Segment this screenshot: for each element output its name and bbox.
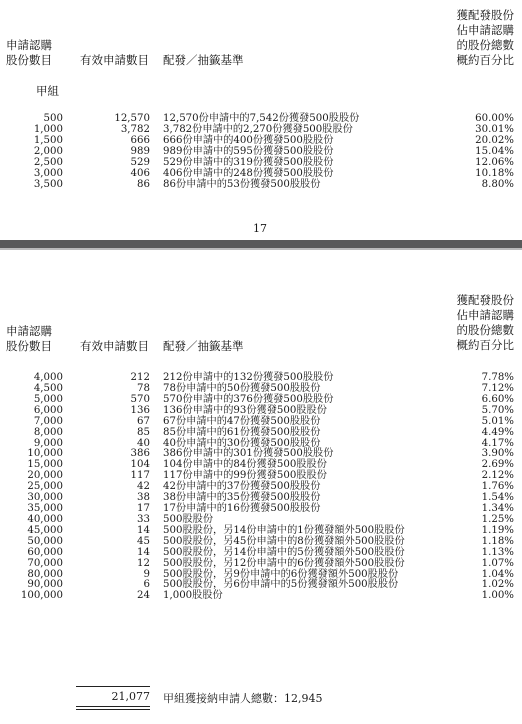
applications-cell: 117 (130, 470, 150, 482)
applications-cell: 42 (137, 481, 150, 493)
basis-cell: 104份申請中的84份獲發500股股份 (163, 459, 327, 471)
shares-cell: 15,000 (27, 459, 63, 471)
applications-cell: 17 (137, 503, 150, 515)
header-percentage-line2: 佔申請認購 (456, 23, 514, 37)
applications-cell: 45 (137, 535, 150, 547)
applications-cell: 212 (130, 372, 150, 383)
applications-cell: 529 (130, 157, 150, 168)
header-percentage-2-line2: 佔申請認購 (456, 308, 514, 322)
basis-cell: 212份申請中的132份獲發500股股份 (163, 372, 334, 383)
header-valid-applications: 有效申請數目 (80, 53, 149, 67)
basis-cell: 500股股份，另14份申請中的5份獲發額外500股股份 (163, 546, 405, 558)
shares-cell: 10,000 (27, 448, 63, 460)
header-shares-applied-2-line1: 申請認購 (6, 324, 52, 338)
percentage-cell: 7.78% (481, 372, 514, 383)
shares-cell: 2,500 (33, 157, 63, 168)
header-percentage-2-line4: 概約百分比 (456, 338, 514, 352)
shares-cell: 90,000 (27, 579, 63, 591)
percentage-cell: 5.70% (481, 404, 514, 416)
header-percentage-2 (457, 293, 515, 353)
shares-cell: 8,000 (33, 426, 63, 438)
applications-cell: 12 (137, 557, 150, 569)
table-row (0, 591, 522, 602)
basis-cell: 38份申請中的35份獲發500股股份 (163, 492, 321, 504)
applications-cell: 12,570 (114, 113, 150, 124)
total-applications: 21,077 (111, 690, 150, 703)
shares-cell: 40,000 (27, 513, 63, 525)
page-number: 17 (253, 222, 267, 235)
percentage-cell: 1.19% (481, 524, 514, 536)
table-row (0, 428, 522, 439)
basis-cell: 500股股份，另9份申請中的6份獲發額外500股股份 (163, 568, 399, 580)
percentage-cell: 5.01% (481, 415, 514, 427)
basis-cell: 666份申請中的400份獲發500股股份 (163, 135, 334, 146)
percentage-cell: 1.34% (481, 503, 514, 515)
percentage-cell: 60.00% (475, 113, 514, 124)
header-percentage-2-line1: 獲配發股份 (456, 293, 514, 307)
header-valid-applications-2: 有效申請數目 (80, 339, 149, 353)
applications-cell: 78 (137, 382, 150, 394)
shares-cell: 100,000 (20, 590, 63, 602)
shares-cell: 35,000 (27, 503, 63, 515)
basis-cell: 500股股份，另12份申請中的6份獲發額外500股股份 (163, 557, 405, 569)
applications-cell: 67 (137, 415, 150, 427)
shares-cell: 30,000 (27, 492, 63, 504)
percentage-cell: 1.02% (481, 579, 514, 591)
shares-cell: 1,500 (33, 135, 63, 146)
basis-cell: 40份申請中的30份獲發500股股份 (163, 437, 321, 449)
header-percentage-line4: 概約百分比 (456, 53, 514, 67)
percentage-cell: 1.07% (481, 557, 514, 569)
table-row (0, 580, 522, 591)
applications-cell: 14 (137, 546, 150, 558)
applications-cell: 989 (130, 146, 150, 157)
percentage-cell: 4.49% (481, 426, 514, 438)
shares-cell: 25,000 (27, 481, 63, 493)
basis-cell: 500股股份，另45份申請中的8份獲發額外500股股份 (163, 535, 405, 547)
applications-cell: 33 (137, 513, 150, 525)
shares-cell: 45,000 (27, 524, 63, 536)
header-shares-applied (6, 38, 52, 68)
basis-cell: 42份申請中的37份獲發500股股份 (163, 481, 321, 493)
shares-cell: 4,500 (33, 382, 63, 394)
percentage-cell: 2.12% (481, 470, 514, 482)
header-shares-applied-2-line2: 股份數目 (6, 339, 52, 353)
total-rule-bottom-2 (76, 709, 150, 710)
shares-cell: 3,000 (33, 168, 63, 179)
page-divider (0, 240, 522, 248)
total-rule-bottom-1 (76, 706, 150, 707)
basis-cell: 17份申請中的16份獲發500股股份 (163, 503, 321, 515)
percentage-cell: 8.80% (481, 179, 514, 190)
group-label: 甲組 (36, 84, 59, 98)
percentage-cell: 1.18% (481, 535, 514, 547)
shares-cell: 20,000 (27, 470, 63, 482)
header-percentage-line1: 獲配發股份 (456, 8, 514, 22)
basis-cell: 78份申請中的50份獲發500股股份 (163, 382, 321, 394)
header-allotment-basis: 配發／抽籤基準 (163, 53, 244, 67)
applications-cell: 136 (130, 404, 150, 416)
shares-cell: 1,000 (33, 124, 63, 135)
shares-cell: 2,000 (33, 146, 63, 157)
applications-cell: 86 (137, 179, 150, 190)
applications-cell: 85 (137, 426, 150, 438)
applications-cell: 3,782 (120, 124, 150, 135)
shares-cell: 6,000 (33, 404, 63, 416)
total-label: 甲組獲接納申請人總數：12,945 (163, 692, 323, 705)
percentage-cell: 10.18% (475, 168, 514, 179)
percentage-cell: 15.04% (475, 146, 514, 157)
applications-cell: 570 (130, 393, 150, 405)
applications-cell: 104 (130, 459, 150, 471)
table-row (0, 548, 522, 559)
basis-cell: 12,570份申請中的7,542份獲發500股股份 (163, 113, 360, 124)
applications-cell: 406 (130, 168, 150, 179)
shares-cell: 3,500 (33, 179, 63, 190)
header-shares-applied-line2: 股份數目 (6, 53, 52, 67)
header-percentage-line3: 的股份總數 (456, 38, 514, 52)
basis-cell: 500股股份 (163, 513, 214, 525)
basis-cell: 570份申請中的376份獲發500股股份 (163, 393, 334, 405)
basis-cell: 3,782份申請中的2,270份獲發500股股份 (163, 124, 353, 135)
basis-cell: 406份申請中的248份獲發500股股份 (163, 168, 334, 179)
percentage-cell: 1.54% (481, 492, 514, 504)
basis-cell: 136份申請中的93份獲發500股股份 (163, 404, 327, 416)
percentage-cell: 1.00% (481, 590, 514, 602)
applications-cell: 24 (137, 590, 150, 602)
table-row (0, 559, 522, 570)
basis-cell: 117份申請中的99份獲發500股股份 (163, 470, 327, 482)
percentage-cell: 7.12% (481, 382, 514, 394)
basis-cell: 500股股份，另14份申請中的1份獲發額外500股股份 (163, 524, 405, 536)
applications-cell: 40 (137, 437, 150, 449)
shares-cell: 4,000 (33, 372, 63, 383)
shares-cell: 9,000 (33, 437, 63, 449)
percentage-cell: 30.01% (475, 124, 514, 135)
header-percentage-2-line3: 的股份總數 (456, 323, 514, 337)
shares-cell: 80,000 (27, 568, 63, 580)
applications-cell: 9 (143, 568, 150, 580)
basis-cell: 67份申請中的47份獲發500股股份 (163, 415, 321, 427)
total-rule-top (76, 686, 150, 687)
percentage-cell: 3.90% (481, 448, 514, 460)
applications-cell: 14 (137, 524, 150, 536)
shares-cell: 500 (43, 113, 63, 124)
applications-cell: 386 (130, 448, 150, 460)
table-row (0, 180, 522, 191)
percentage-cell: 4.17% (481, 437, 514, 449)
percentage-cell: 12.06% (475, 157, 514, 168)
percentage-cell: 2.69% (481, 459, 514, 471)
basis-cell: 989份申請中的595份獲發500股股份 (163, 146, 334, 157)
percentage-cell: 1.13% (481, 546, 514, 558)
basis-cell: 1,000股股份 (163, 590, 223, 602)
table-row (0, 504, 522, 515)
basis-cell: 85份申請中的61份獲發500股股份 (163, 426, 321, 438)
page-divider-shadow (0, 248, 522, 250)
percentage-cell: 20.02% (475, 135, 514, 146)
shares-cell: 70,000 (27, 557, 63, 569)
percentage-cell: 1.25% (481, 513, 514, 525)
header-shares-applied-2 (6, 324, 52, 354)
shares-cell: 5,000 (33, 393, 63, 405)
shares-cell: 50,000 (27, 535, 63, 547)
header-allotment-basis-2: 配發／抽籤基準 (163, 339, 244, 353)
applications-cell: 38 (137, 492, 150, 504)
percentage-cell: 6.60% (481, 393, 514, 405)
shares-cell: 7,000 (33, 415, 63, 427)
percentage-cell: 1.04% (481, 568, 514, 580)
table-row (0, 406, 522, 417)
applications-cell: 6 (143, 579, 150, 591)
basis-cell: 86份申請中的53份獲發500股股份 (163, 179, 321, 190)
shares-cell: 60,000 (27, 546, 63, 558)
header-percentage (457, 8, 515, 68)
basis-cell: 386份申請中的301份獲發500股股份 (163, 448, 334, 460)
percentage-cell: 1.76% (481, 481, 514, 493)
header-shares-applied-line1: 申請認購 (6, 38, 52, 52)
applications-cell: 666 (130, 135, 150, 146)
basis-cell: 529份申請中的319份獲發500股股份 (163, 157, 334, 168)
table-row (0, 417, 522, 428)
basis-cell: 500股股份，另6份申請中的5份獲發額外500股股份 (163, 579, 399, 591)
